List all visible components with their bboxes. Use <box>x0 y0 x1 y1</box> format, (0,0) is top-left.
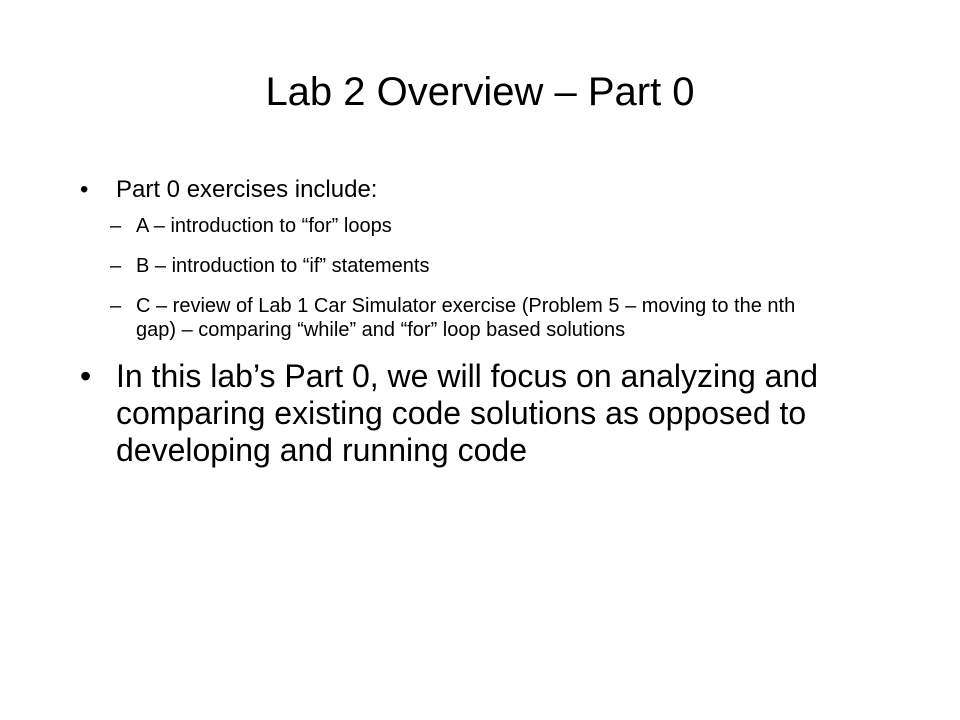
dash-icon: – <box>110 215 122 237</box>
slide-content <box>80 170 880 481</box>
bullet-text: Part 0 exercises include: <box>116 176 378 203</box>
slide-title: Lab 2 Overview – Part 0 <box>265 70 695 114</box>
sub-bullet-text: B – introduction to “if” statements <box>136 255 430 277</box>
bullet-icon: • <box>80 176 89 203</box>
bullet-icon: • <box>80 358 92 394</box>
sub-bullet-text: C – review of Lab 1 Car Simulator exercise (Problem 5 – moving to the nth gap) – comparing “while” and “for” loop based solutions <box>136 295 796 341</box>
sub-bullet-item <box>80 294 836 342</box>
bullet-item <box>80 358 880 469</box>
sub-bullet-item <box>80 254 836 278</box>
sub-bullet-list <box>80 214 880 342</box>
sub-bullet-item <box>80 214 836 238</box>
sub-bullet-text: A – introduction to “for” loops <box>136 215 392 237</box>
bullet-text: In this lab’s Part 0, we will focus on analyzing and comparing existing code solutions as opposed to developing and running code <box>116 358 819 468</box>
bullet-item <box>80 170 880 210</box>
dash-icon: – <box>110 295 122 317</box>
dash-icon: – <box>110 255 122 277</box>
